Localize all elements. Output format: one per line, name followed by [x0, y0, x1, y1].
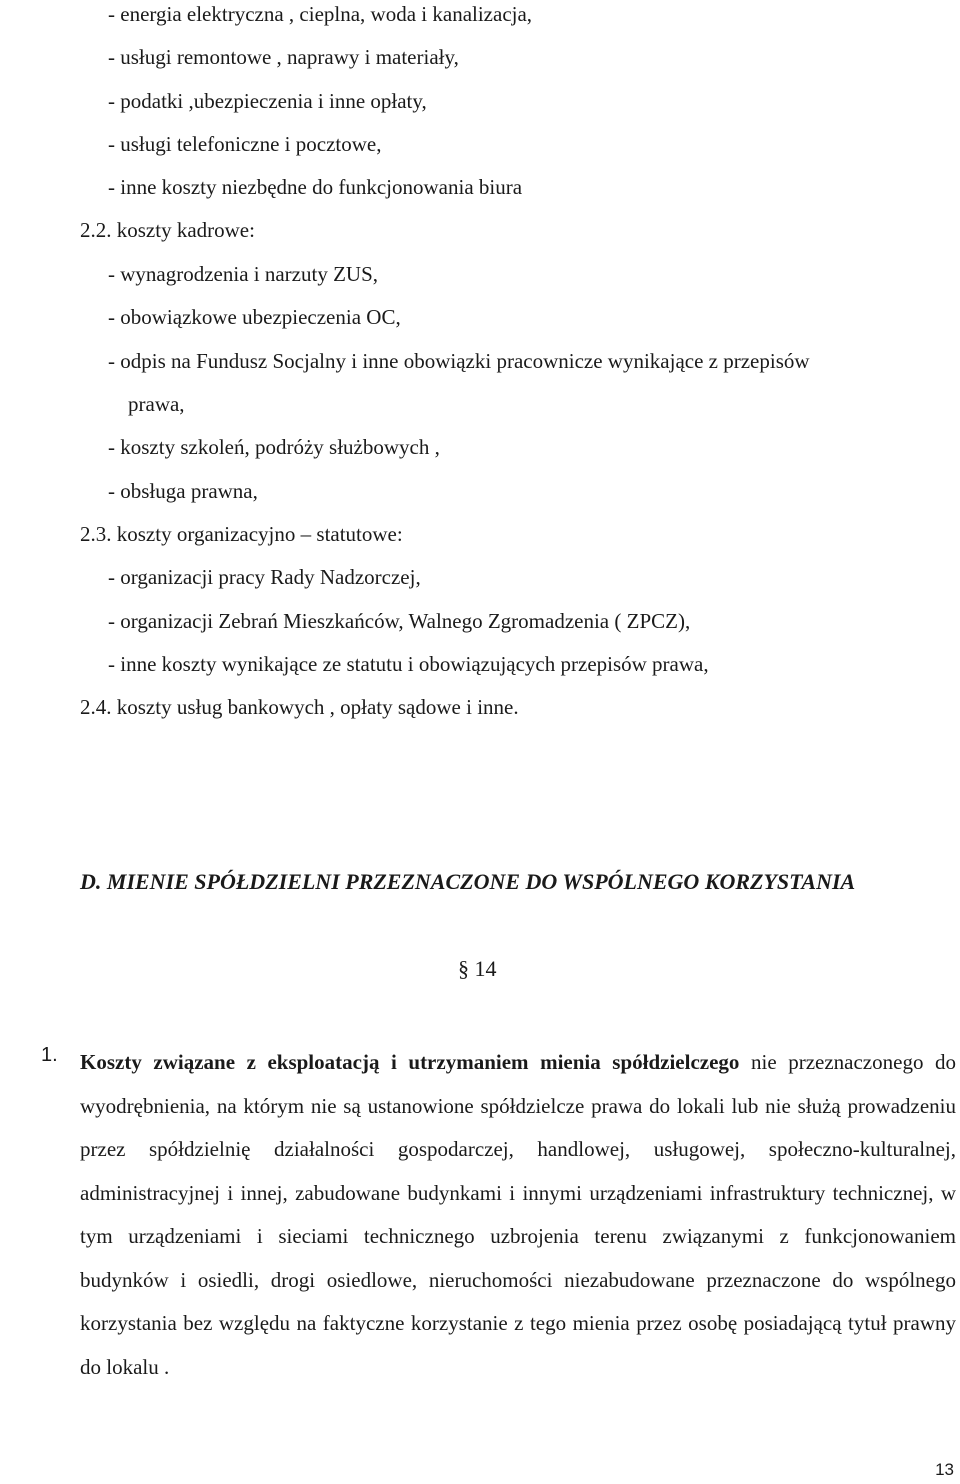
- section-title: 2.2. koszty kadrowe:: [80, 218, 255, 242]
- list-item: - usługi remontowe , naprawy i materiały,: [108, 45, 459, 69]
- list-item: - energia elektryczna , cieplna, woda i kanalizacja,: [108, 2, 533, 26]
- list-item: - organizacji pracy Rady Nadzorczej,: [108, 565, 421, 589]
- section-mark: § 14: [458, 956, 497, 981]
- list-item: - wynagrodzenia i narzuty ZUS,: [108, 262, 378, 286]
- paragraph-rest-text: nie przeznaczonego do wyodrębnienia, na którym nie są ustanowione spółdzielcze prawa do lokali lub nie służą prowadzeniu przez spółdzielnię działalności gospodarczej, handlowej, usługowej, społeczno-kulturalnej, administracyjnej i innej, zabudowane budynkami i innymi urządzeniami infrastruktury technicznej, w tym urządzeniami i sieciami technicznego uzbrojenia terenu związanymi z funkcjonowaniem budynków i osiedli, drogi osiedlowe, nieruchomości niezabudowane przeznaczone do wspólnego korzystania bez względu na faktyczne korzystanie z tego mienia przez osobę posiadającą tytuł prawny do lokalu .: [80, 1050, 956, 1379]
- list-item: - inne koszty wynikające ze statutu i obowiązujących przepisów prawa,: [108, 652, 709, 676]
- paragraph-text: [80, 1041, 956, 1389]
- list-item: - usługi telefoniczne i pocztowe,: [108, 132, 382, 156]
- list-item: - organizacji Zebrań Mieszkańców, Walnego Zgromadzenia ( ZPCZ),: [108, 609, 691, 633]
- list-item-continuation: prawa,: [128, 392, 185, 416]
- list-item: - odpis na Fundusz Socjalny i inne obowiązki pracownicze wynikające z przepisów: [108, 349, 810, 373]
- list-item: - obsługa prawna,: [108, 479, 258, 503]
- section-title: 2.3. koszty organizacyjno – statutowe:: [80, 522, 403, 546]
- section-title: 2.4. koszty usług bankowych , opłaty sądowe i inne.: [80, 695, 519, 719]
- list-item: - podatki ,ubezpieczenia i inne opłaty,: [108, 89, 427, 113]
- list-item: - obowiązkowe ubezpieczenia OC,: [108, 305, 401, 329]
- page-number: 13: [935, 1460, 954, 1479]
- list-item: - inne koszty niezbędne do funkcjonowania biura: [108, 175, 523, 199]
- paragraph-number: 1.: [41, 1044, 58, 1066]
- section-heading: D. MIENIE SPÓŁDZIELNI PRZEZNACZONE DO WSPÓLNEGO KORZYSTANIA: [80, 869, 856, 894]
- list-item: - koszty szkoleń, podróży służbowych ,: [108, 435, 440, 459]
- paragraph-bold-text: Koszty związane z eksploatacją i utrzymaniem mienia spółdzielczego: [80, 1050, 740, 1074]
